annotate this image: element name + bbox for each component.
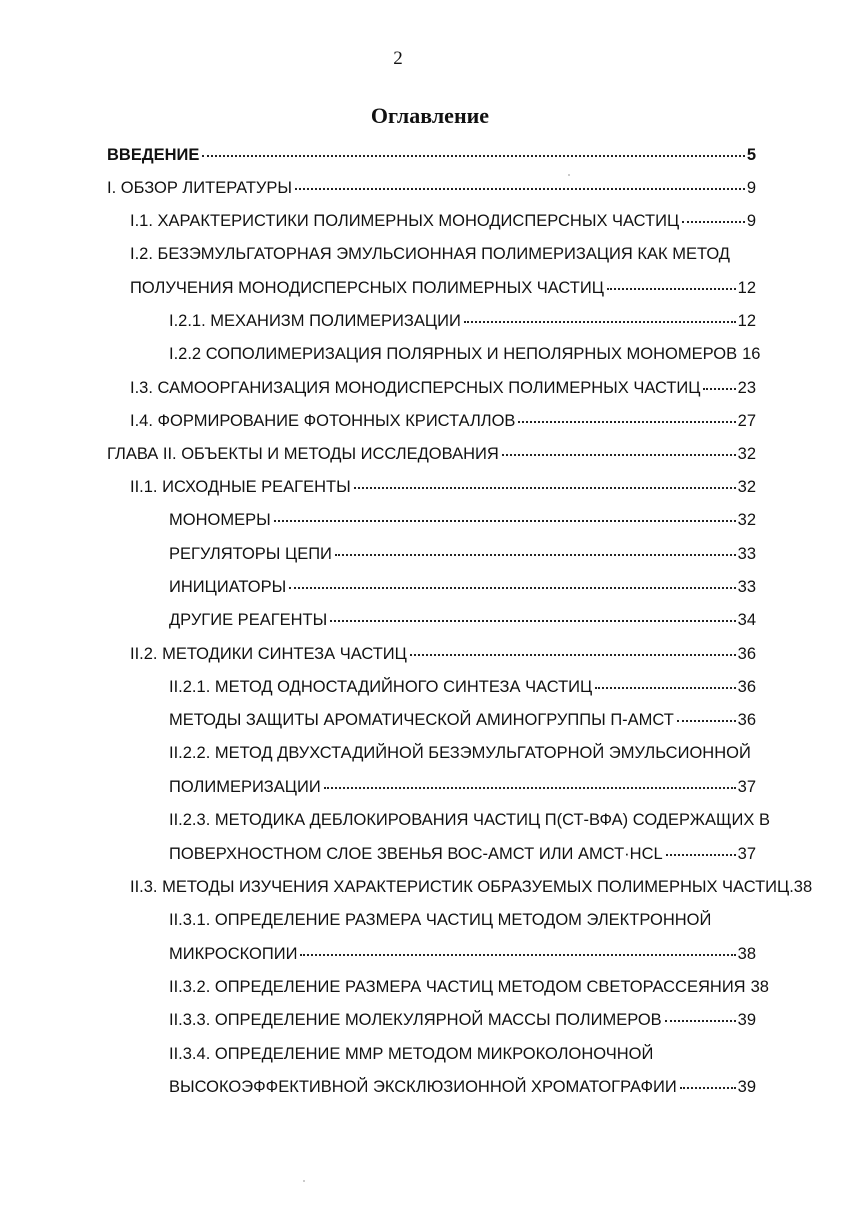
toc-entry-text: I.2.2 СОПОЛИМЕРИЗАЦИЯ ПОЛЯРНЫХ И НЕПОЛЯРНЫХ МОНОМЕРОВ: [169, 345, 738, 363]
dot-leader: [677, 719, 736, 722]
toc-entry-page: 5: [746, 146, 756, 164]
toc-entry-text: II.3.2. ОПРЕДЕЛЕНИЕ РАЗМЕРА ЧАСТИЦ МЕТОДОМ СВЕТОРАССЕЯНИЯ: [169, 978, 746, 996]
dot-leader: [666, 853, 736, 856]
dot-leader: [410, 653, 736, 656]
toc-entry-page: 36: [737, 678, 756, 696]
dot-leader: [703, 387, 735, 390]
toc-entry-2-3-1[interactable]: [169, 906, 756, 934]
toc-entry-chain-regulators[interactable]: [169, 540, 756, 568]
dot-leader: [330, 619, 735, 622]
toc-entry-2-2-2[interactable]: [169, 739, 756, 767]
toc-entry-introduction[interactable]: [107, 141, 756, 169]
toc-entry-chapter-2[interactable]: [107, 440, 756, 468]
toc-entry-2-2-3[interactable]: [169, 806, 770, 834]
toc-entry-1-2-continued[interactable]: [130, 274, 756, 302]
toc-entry-page: 39: [737, 1011, 756, 1029]
dot-leader: [518, 420, 735, 423]
dot-leader: [502, 453, 736, 456]
page-number: 2: [393, 48, 403, 69]
toc-entry-text: ДРУГИЕ РЕАГЕНТЫ: [169, 611, 328, 629]
toc-entry-text: I.1. ХАРАКТЕРИСТИКИ ПОЛИМЕРНЫХ МОНОДИСПЕРСНЫХ ЧАСТИЦ: [130, 212, 680, 230]
toc-entry-page: 33: [737, 578, 756, 596]
toc-entry-text: II.2.3. МЕТОДИКА ДЕБЛОКИРОВАНИЯ ЧАСТИЦ П(СТ-ВФА) СОДЕРЖАЩИХ В: [169, 811, 770, 829]
toc-entry-page: 32: [737, 511, 756, 529]
toc-entry-page: 16: [742, 345, 761, 363]
toc-entry-2-3-4-continued[interactable]: [169, 1073, 756, 1101]
dot-leader: [289, 586, 735, 589]
toc-entry-text: ПОВЕРХНОСТНОМ СЛОЕ ЗВЕНЬЯ ВОС-АМСТ ИЛИ АМСТ·HCL: [169, 845, 663, 863]
toc-entry-text: МОНОМЕРЫ: [169, 511, 271, 529]
toc-entry-page: 38: [737, 945, 756, 963]
toc-entry-text: МИКРОСКОПИИ: [169, 945, 298, 963]
toc-entry-2-2-1[interactable]: [169, 673, 756, 701]
toc-entry-page: 36: [737, 645, 756, 663]
toc-entry-text: МЕТОДЫ ЗАЩИТЫ АРОМАТИЧЕСКОЙ АМИНОГРУППЫ П-АМСТ: [169, 711, 674, 729]
toc-entry-page: .38: [789, 878, 813, 896]
toc-entry-text: II.1. ИСХОДНЫЕ РЕАГЕНТЫ: [130, 478, 351, 496]
toc-entry-chapter-1[interactable]: [107, 174, 756, 202]
toc-entry-page: 12: [737, 312, 756, 330]
toc-entry-text: II.3.1. ОПРЕДЕЛЕНИЕ РАЗМЕРА ЧАСТИЦ МЕТОДОМ ЭЛЕКТРОННОЙ: [169, 911, 712, 929]
toc-entry-page: 37: [737, 778, 756, 796]
toc-entry-2-2-3-continued[interactable]: [169, 840, 756, 868]
toc-entry-text: II.2.2. МЕТОД ДВУХСТАДИЙНОЙ БЕЗЭМУЛЬГАТОРНОЙ ЭМУЛЬСИОННОЙ: [169, 744, 751, 762]
toc-entry-1-3[interactable]: [130, 374, 756, 402]
toc-entry-initiators[interactable]: [169, 573, 756, 601]
toc-entry-text: II.2. МЕТОДИКИ СИНТЕЗА ЧАСТИЦ: [130, 645, 407, 663]
dot-leader: [324, 786, 736, 789]
toc-entry-page: 38: [750, 978, 769, 996]
toc-entry-2-2-2-continued[interactable]: [169, 773, 756, 801]
dot-leader: [274, 519, 736, 522]
toc-entry-amino-protection[interactable]: [169, 706, 756, 734]
toc-entry-page: 33: [737, 545, 756, 563]
toc-entry-page: 23: [737, 379, 756, 397]
toc-entry-page: 32: [737, 445, 756, 463]
toc-entry-page: 9: [746, 212, 756, 230]
dot-leader: [354, 486, 736, 489]
toc-entry-page: 39: [737, 1078, 756, 1096]
toc-entry-text: I.2.1. МЕХАНИЗМ ПОЛИМЕРИЗАЦИИ: [169, 312, 461, 330]
dot-leader: [202, 154, 744, 157]
toc-entry-text: I.3. САМООРГАНИЗАЦИЯ МОНОДИСПЕРСНЫХ ПОЛИМЕРНЫХ ЧАСТИЦ: [130, 379, 701, 397]
dot-leader: [680, 1086, 736, 1089]
toc-entry-monomers[interactable]: [169, 506, 756, 534]
dot-leader: [595, 686, 735, 689]
toc-entry-2-3-4[interactable]: [169, 1040, 756, 1068]
toc-entry-text: ВВЕДЕНИЕ: [107, 146, 200, 164]
toc-entry-1-2-1[interactable]: [169, 307, 756, 335]
toc-entry-page: 36: [737, 711, 756, 729]
toc-entry-text: II.3.4. ОПРЕДЕЛЕНИЕ ММР МЕТОДОМ МИКРОКОЛОНОЧНОЙ: [169, 1045, 654, 1063]
toc-entry-text: ВЫСОКОЭФФЕКТИВНОЙ ЭКСКЛЮЗИОННОЙ ХРОМАТОГРАФИИ: [169, 1078, 677, 1096]
toc-entry-page: 27: [737, 412, 756, 430]
toc-entry-text: ПОЛУЧЕНИЯ МОНОДИСПЕРСНЫХ ПОЛИМЕРНЫХ ЧАСТИЦ: [130, 279, 604, 297]
toc-entry-2-3-2[interactable]: [169, 973, 769, 1001]
toc-entry-other-reagents[interactable]: [169, 606, 756, 634]
toc-entry-text: II.3. МЕТОДЫ ИЗУЧЕНИЯ ХАРАКТЕРИСТИК ОБРАЗУЕМЫХ ПОЛИМЕРНЫХ ЧАСТИЦ: [130, 878, 790, 896]
toc-entry-text: ГЛАВА II. ОБЪЕКТЫ И МЕТОДЫ ИССЛЕДОВАНИЯ: [107, 445, 499, 463]
toc-entry-text: I.2. БЕЗЭМУЛЬГАТОРНАЯ ЭМУЛЬСИОННАЯ ПОЛИМЕРИЗАЦИЯ КАК МЕТОД: [130, 245, 730, 263]
toc-entry-2-3-1-continued[interactable]: [169, 940, 756, 968]
toc-entry-page: 32: [737, 478, 756, 496]
toc-entry-page: 9: [746, 179, 756, 197]
toc-entry-page: 34: [737, 611, 756, 629]
toc-entry-text: РЕГУЛЯТОРЫ ЦЕПИ: [169, 545, 332, 563]
dot-leader: [665, 1019, 736, 1022]
dot-leader: [335, 553, 736, 556]
toc-entry-1-2[interactable]: [130, 240, 756, 268]
toc-entry-1-1[interactable]: [130, 207, 756, 235]
dot-leader: [295, 187, 745, 190]
scan-speck: [303, 1180, 305, 1182]
toc-entry-1-4[interactable]: [130, 407, 756, 435]
toc-entry-text: II.3.3. ОПРЕДЕЛЕНИЕ МОЛЕКУЛЯРНОЙ МАССЫ ПОЛИМЕРОВ: [169, 1011, 662, 1029]
toc-entry-page: 12: [737, 279, 756, 297]
toc-entry-2-3-3[interactable]: [169, 1006, 756, 1034]
scan-speck: [568, 174, 570, 176]
toc-entry-2-2[interactable]: [130, 640, 756, 668]
toc-entry-text: I. ОБЗОР ЛИТЕРАТУРЫ: [107, 179, 292, 197]
page-title: Оглавление: [370, 103, 490, 128]
toc-entry-1-2-2[interactable]: [169, 340, 761, 368]
toc-entry-text: ПОЛИМЕРИЗАЦИИ: [169, 778, 321, 796]
toc-entry-text: II.2.1. МЕТОД ОДНОСТАДИЙНОГО СИНТЕЗА ЧАСТИЦ: [169, 678, 593, 696]
dot-leader: [300, 953, 735, 956]
toc-entry-2-1[interactable]: [130, 473, 756, 501]
toc-entry-text: I.4. ФОРМИРОВАНИЕ ФОТОННЫХ КРИСТАЛЛОВ: [130, 412, 516, 430]
toc-entry-page: 37: [737, 845, 756, 863]
dot-leader: [682, 220, 745, 223]
dot-leader: [464, 320, 736, 323]
toc-entry-2-3[interactable]: [130, 873, 813, 901]
toc-entry-text: ИНИЦИАТОРЫ: [169, 578, 287, 596]
dot-leader: [607, 287, 736, 290]
